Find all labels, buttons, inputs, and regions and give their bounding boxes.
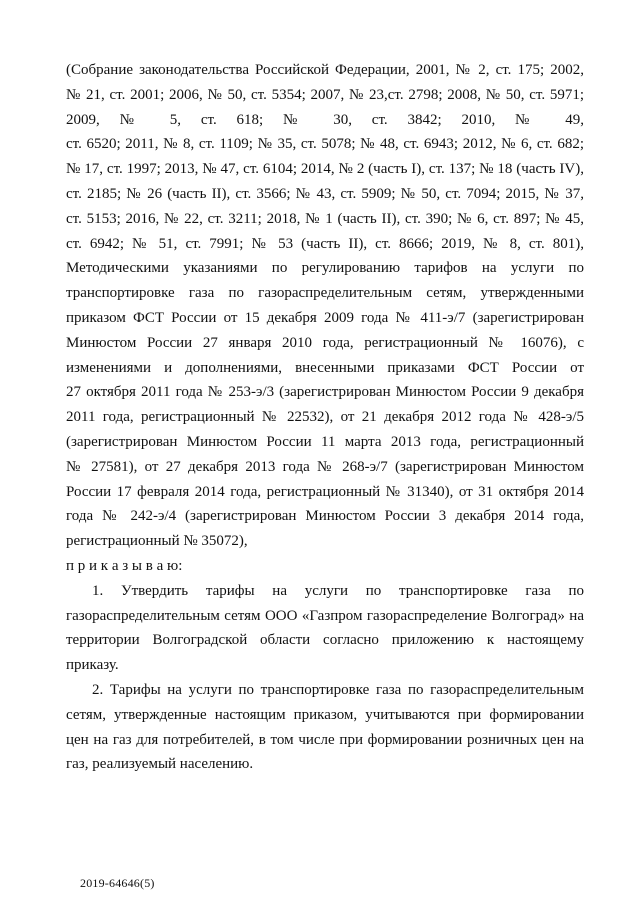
text-line: Методическими указаниями по регулированию тарифов на услуги по (66, 260, 584, 277)
text-line: 27 октября 2011 года № 253-э/3 (зарегистрирован Минюстом России 9 декабря (66, 384, 584, 401)
text-line: газораспределительным сетям ООО «Газпром газораспределение Волгоград» на (66, 607, 584, 624)
text-line: № 21, ст. 2001; 2006, № 50, ст. 5354; 2007, № 23,ст. 2798; 2008, № 50, ст. 5971; (66, 86, 584, 103)
text-line: приказу. (66, 657, 119, 674)
text-line: России 17 февраля 2014 года, регистрационный № 31340), от 31 октября 2014 (66, 483, 584, 500)
text-line: Минюстом России 27 января 2010 года, регистрационный № 16076), с (66, 334, 584, 351)
text-line: п р и к а з ы в а ю: (66, 557, 183, 574)
text-line: № 27581), от 27 декабря 2013 года № 268-э/7 (зарегистрирован Минюстом (66, 458, 584, 475)
text-line: ст. 2185; № 26 (часть II), ст. 3566; № 43, ст. 5909; № 50, ст. 7094; 2015, № 37, (66, 185, 584, 202)
document-footer-code: 2019-64646(5) (80, 876, 155, 890)
text-line: (зарегистрирован Минюстом России 11 марта 2013 года, регистрационный (66, 433, 584, 450)
text-line: 2009, № 5, ст. 618; № 30, ст. 3842; 2010, № 49, (66, 111, 584, 128)
text-line: ст. 6942; № 51, ст. 7991; № 53 (часть II), ст. 8666; 2019, № 8, ст. 801), (66, 235, 584, 252)
text-line: цен на газ для потребителей, в том числе при формировании розничных цен на (66, 731, 584, 748)
text-line: (Собрание законодательства Российской Федерации, 2001, № 2, ст. 175; 2002, (66, 62, 584, 78)
text-line: газ, реализуемый населению. (66, 756, 254, 773)
text-line: ст. 6520; 2011, № 8, ст. 1109; № 35, ст. 5078; № 48, ст. 6943; 2012, № 6, ст. 682; (66, 136, 584, 153)
text-line: изменениями и дополнениями, внесенными приказами ФСТ России от (66, 359, 584, 376)
text-line: приказом ФСТ России от 15 декабря 2009 года № 411-э/7 (зарегистрирован (66, 309, 584, 326)
text-line: 2. Тарифы на услуги по транспортировке газа по газораспределительным (92, 681, 584, 698)
text-line: № 17, ст. 1997; 2013, № 47, ст. 6104; 2014, № 2 (часть I), ст. 137; № 18 (часть IV), (66, 161, 584, 178)
text-line: 1. Утвердить тарифы на услуги по транспортировке газа по (92, 582, 584, 599)
text-line: 2011 года, регистрационный № 22532), от 21 декабря 2012 года № 428-э/5 (66, 409, 584, 426)
text-line: транспортировке газа по газораспределительным сетям, утвержденными (66, 285, 584, 302)
document-body (66, 58, 584, 777)
text-line: года № 242-э/4 (зарегистрирован Минюстом России 3 декабря 2014 года, (66, 508, 584, 525)
text-line: регистрационный № 35072), (66, 533, 248, 550)
text-line: ст. 5153; 2016, № 22, ст. 3211; 2018, № 1 (часть II), ст. 390; № 6, ст. 897; № 45, (66, 210, 584, 227)
text-line: территории Волгоградской области согласно приложению к настоящему (66, 632, 584, 649)
text-line: сетям, утвержденные настоящим приказом, учитываются при формировании (66, 706, 584, 723)
